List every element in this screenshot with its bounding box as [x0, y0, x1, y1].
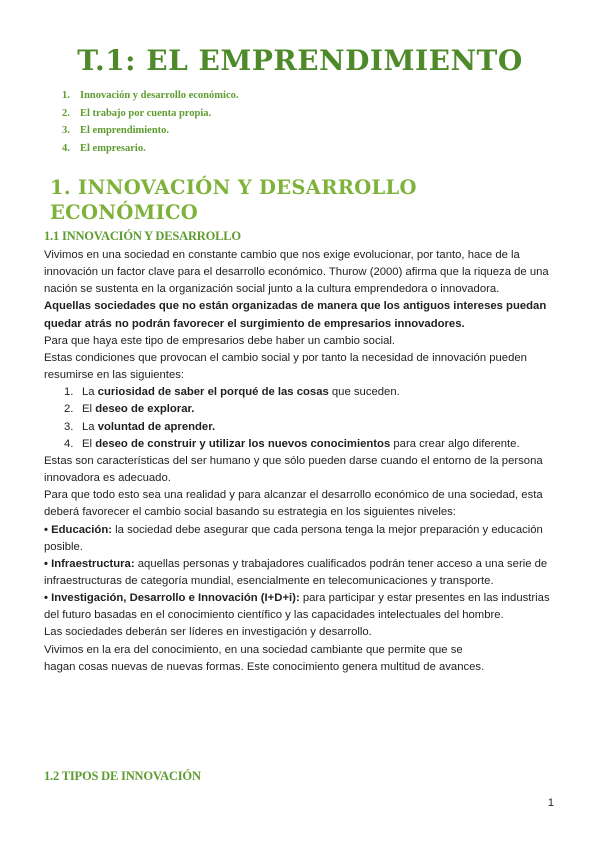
- subsection-heading: 1.2 TIPOS DE INNOVACIÓN: [44, 769, 201, 783]
- toc-item: 1. Innovación y desarrollo económico.: [62, 90, 239, 101]
- paragraph: Aquellas sociedades que no están organizadas de manera que los antiguos intereses puedan quedar atrás no podrán favorecer el surgimiento de empresarios innovadores.: [44, 300, 547, 330]
- toc-item: 2. El trabajo por cuenta propia.: [62, 107, 212, 119]
- subsection-heading: 1.1 INNOVACIÓN Y DESARROLLO: [44, 229, 241, 243]
- toc-item: 4. El empresario.: [62, 142, 146, 154]
- paragraph: Para que todo esto sea una realidad y para alcanzar el desarrollo económico de una sociedad, esta deberá favorecer el cambio social basando su estrategia en los siguientes niveles:: [44, 489, 543, 519]
- bullet-item: • Infraestructura: aquellas personas y trabajadores cualificados podrán tener acceso a una serie de infraestructuras de categoría mundial, esencialmente en telecomunicaciones y transporte.: [44, 557, 548, 587]
- table-of-contents: [62, 87, 238, 157]
- body-text: [44, 247, 560, 676]
- page-title: T.1: EL EMPRENDIMIENTO: [77, 44, 523, 77]
- page-number: 1: [547, 797, 554, 809]
- numbered-list: [44, 384, 560, 453]
- paragraph: Para que haya este tipo de empresarios debe haber un cambio social.: [44, 334, 396, 347]
- bullet-item: • Educación: la sociedad debe asegurar que cada persona tenga la mejor preparación y educación posible.: [44, 523, 543, 553]
- paragraph: Estas son características del ser humano y que sólo pueden darse cuando el entorno de la persona innovadora es adecuado.: [44, 454, 543, 485]
- toc-item: 3. El emprendimiento.: [62, 125, 170, 136]
- section-heading: 1. INNOVACIÓN Y DESARROLLO ECONÓMICO: [50, 176, 417, 224]
- paragraph: Vivimos en una sociedad en constante cambio que nos exige evolucionar, por tanto, hace de la innovación un factor clave para el desarrollo económico. Thurow (2000) afirma que la riqueza de una nación se sustenta en la organización social junto a la cultura emprendedora o innovadora.: [44, 249, 549, 296]
- paragraph: Las sociedades deberán ser líderes en investigación y desarrollo.: [44, 626, 372, 639]
- list-item: 4. El deseo de construir y utilizar los nuevos conocimientos para crear algo diferente.: [64, 437, 520, 450]
- list-item: 2. El deseo de explorar.: [64, 403, 195, 416]
- list-item: 3. La voluntad de aprender.: [64, 420, 216, 433]
- paragraph: Vivimos en la era del conocimiento, en una sociedad cambiante que permite que se hagan cosas nuevas de nuevas formas. Este conocimiento genera multitud de avances.: [44, 643, 485, 673]
- list-item: 1. La curiosidad de saber el porqué de las cosas que suceden.: [64, 386, 400, 399]
- paragraph: Estas condiciones que provocan el cambio social y por tanto la necesidad de innovación pueden resumirse en las siguientes:: [44, 351, 527, 382]
- bullet-item: • Investigación, Desarrollo e Innovación (I+D+i): para participar y estar presentes en las industrias del futuro basadas en el conocimiento científico y las capacidades intelectuales del hombre.: [44, 592, 550, 622]
